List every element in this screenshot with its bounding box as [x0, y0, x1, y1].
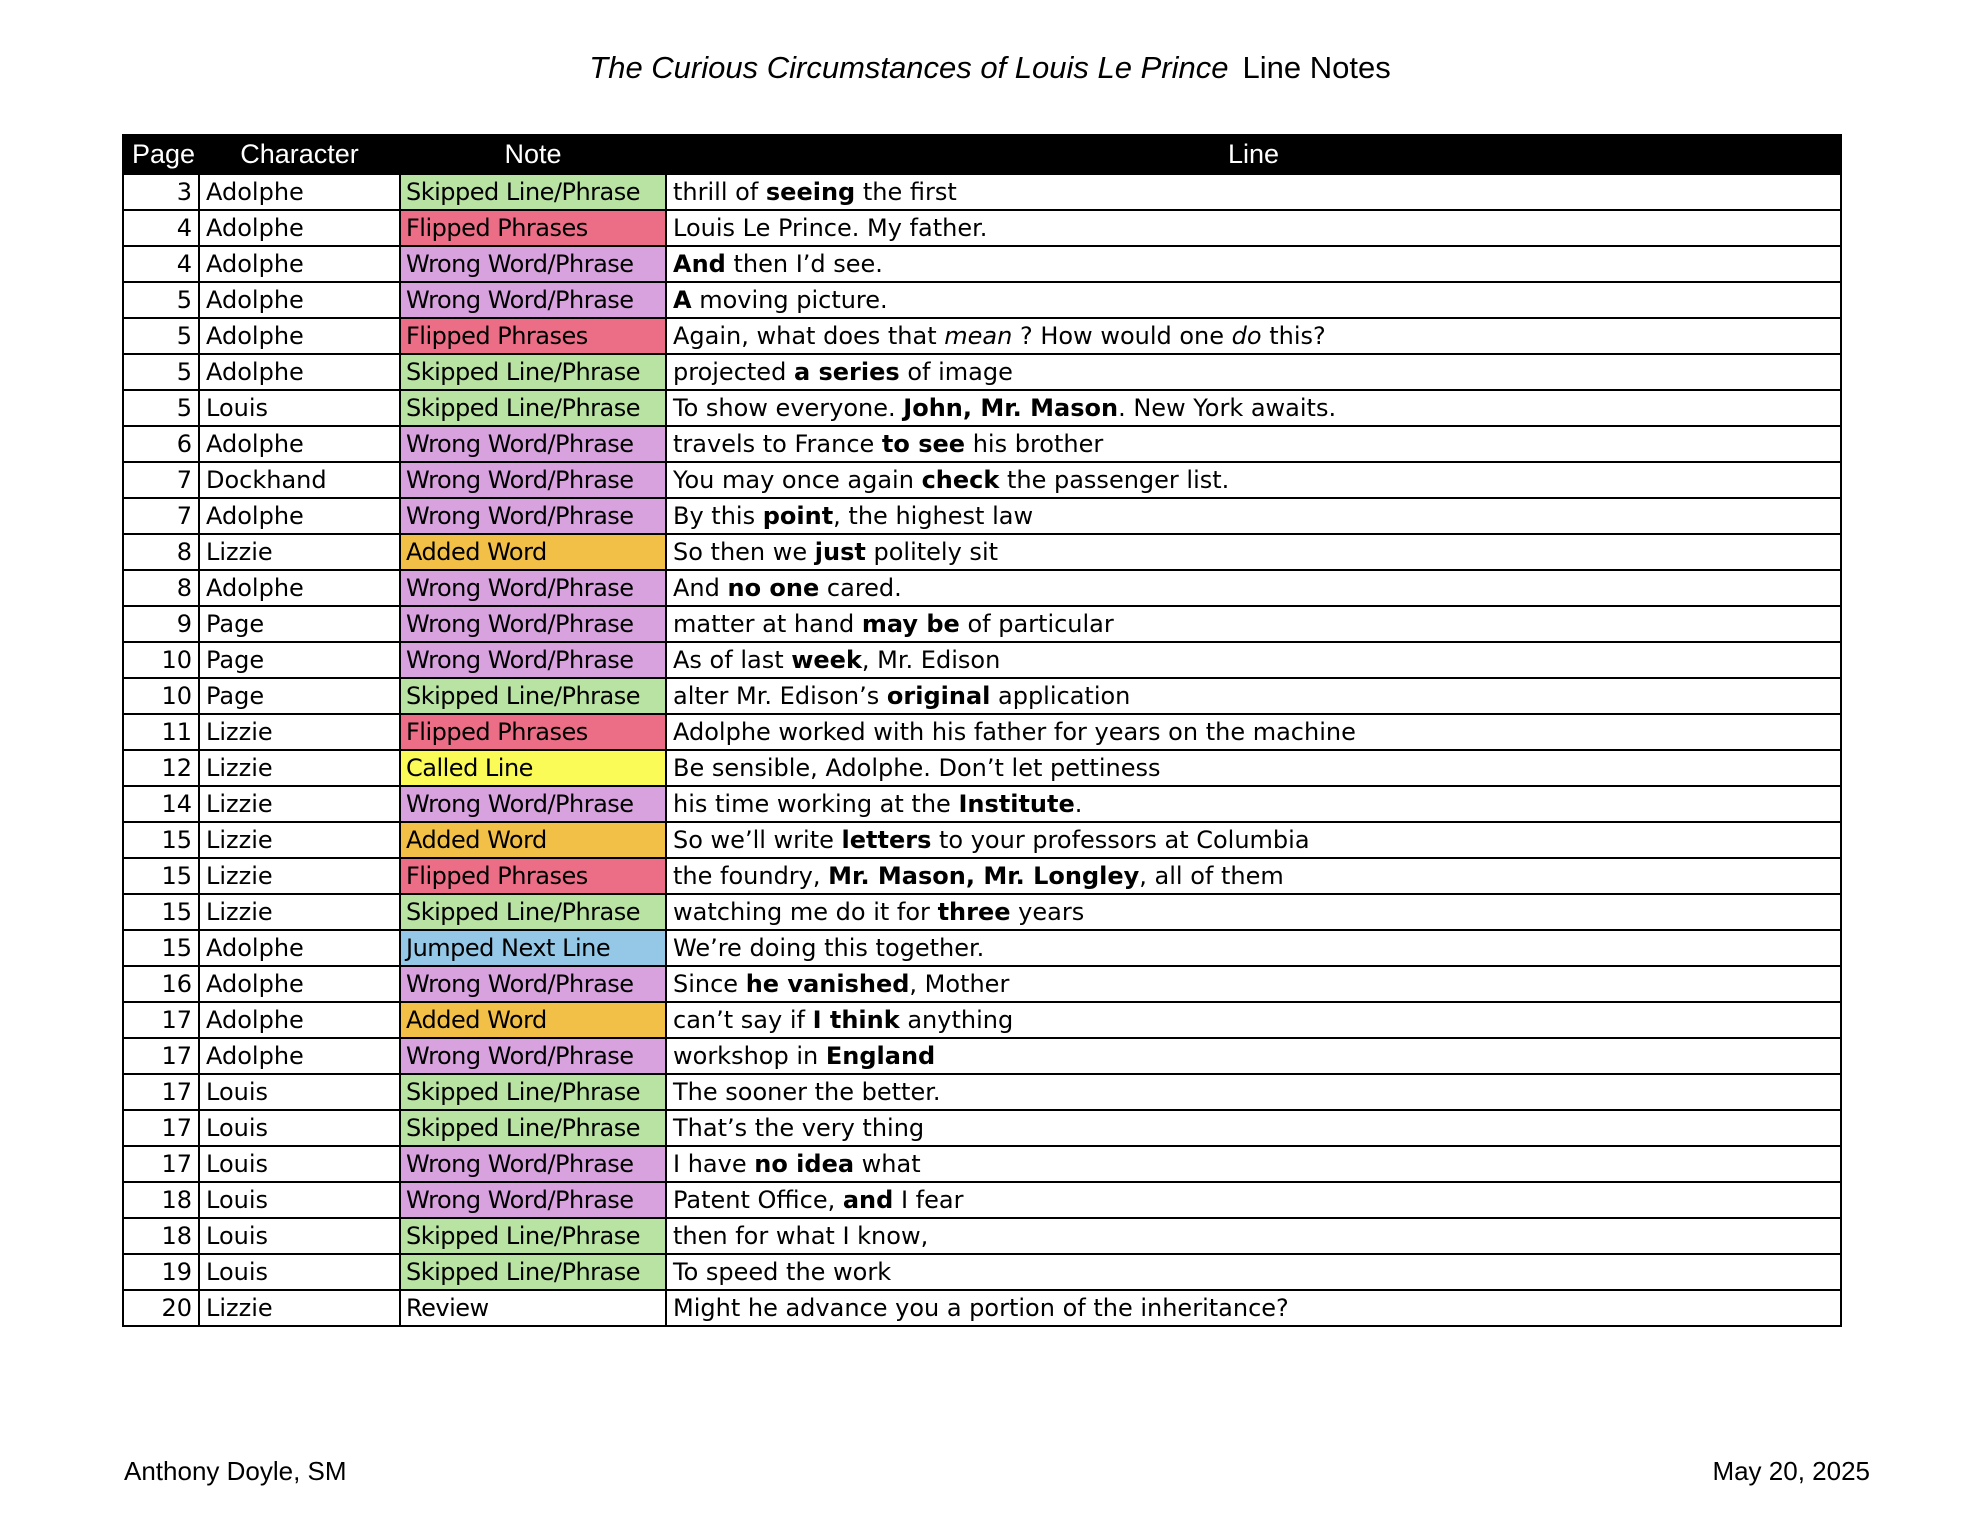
note-type-cell: Wrong Word/Phrase — [400, 498, 666, 534]
character-cell: Adolphe — [199, 354, 400, 390]
line-text-segment: watching me do it for — [673, 898, 938, 926]
line-text-segment: of particular — [959, 610, 1114, 638]
line-text-cell — [666, 390, 1841, 426]
line-text-segment: politely sit — [865, 538, 999, 566]
line-emphasis-bold: point — [762, 502, 834, 530]
note-type-cell: Skipped Line/Phrase — [400, 1110, 666, 1146]
character-cell: Lizzie — [199, 894, 400, 930]
line-text-segment: workshop in — [673, 1042, 826, 1070]
character-cell: Louis — [199, 1254, 400, 1290]
line-emphasis-bold: check — [921, 466, 1000, 494]
note-type-cell: Wrong Word/Phrase — [400, 1038, 666, 1074]
table-row — [123, 678, 1841, 714]
line-text-cell — [666, 1038, 1841, 1074]
line-text-segment: the first — [855, 178, 957, 206]
line-text-segment: Might he advance you a portion of the inheritance? — [673, 1294, 1289, 1322]
page-number-cell: 9 — [123, 606, 199, 642]
line-text-cell — [666, 210, 1841, 246]
character-cell: Adolphe — [199, 282, 400, 318]
page-number-cell: 11 — [123, 714, 199, 750]
page-number-cell: 17 — [123, 1038, 199, 1074]
line-emphasis-bold: he vanished — [745, 970, 910, 998]
table-row — [123, 426, 1841, 462]
table-row — [123, 1074, 1841, 1110]
line-text-cell — [666, 1110, 1841, 1146]
line-text-segment: I fear — [893, 1186, 964, 1214]
character-cell: Adolphe — [199, 246, 400, 282]
character-cell: Lizzie — [199, 1290, 400, 1326]
line-text-segment: , all of them — [1139, 862, 1284, 890]
character-cell: Adolphe — [199, 210, 400, 246]
table-row — [123, 498, 1841, 534]
line-text-cell — [666, 174, 1841, 210]
line-text-cell — [666, 894, 1841, 930]
column-header-note: Note — [400, 135, 666, 174]
line-text-segment: To speed the work — [673, 1258, 892, 1286]
line-text-segment: can’t say if — [673, 1006, 813, 1034]
page-number-cell: 14 — [123, 786, 199, 822]
table-row — [123, 462, 1841, 498]
character-cell: Adolphe — [199, 498, 400, 534]
page-number-cell: 17 — [123, 1146, 199, 1182]
line-text-cell — [666, 642, 1841, 678]
note-type-cell: Jumped Next Line — [400, 930, 666, 966]
line-text-segment: . New York awaits. — [1118, 394, 1337, 422]
line-text-cell — [666, 750, 1841, 786]
line-text-cell — [666, 498, 1841, 534]
character-cell: Adolphe — [199, 966, 400, 1002]
line-text-segment: I have — [673, 1150, 755, 1178]
line-text-cell — [666, 1218, 1841, 1254]
line-text-segment: We’re doing this together. — [673, 934, 985, 962]
character-cell: Page — [199, 642, 400, 678]
line-text-segment: then I’d see. — [725, 250, 883, 278]
line-text-segment: projected — [673, 358, 794, 386]
line-text-segment: years — [1010, 898, 1085, 926]
line-text-segment: his time working at the — [673, 790, 959, 818]
character-cell: Dockhand — [199, 462, 400, 498]
line-text-segment: this? — [1261, 322, 1326, 350]
line-text-segment: , Mother — [909, 970, 1010, 998]
note-type-cell: Wrong Word/Phrase — [400, 426, 666, 462]
table-row — [123, 534, 1841, 570]
line-text-segment: of image — [899, 358, 1013, 386]
line-text-segment: travels to France — [673, 430, 882, 458]
page-number-cell: 8 — [123, 570, 199, 606]
page-number-cell: 15 — [123, 858, 199, 894]
line-text-cell — [666, 822, 1841, 858]
table-row — [123, 210, 1841, 246]
line-text-segment: thrill of — [673, 178, 766, 206]
line-text-cell — [666, 318, 1841, 354]
line-emphasis-bold: to see — [881, 430, 966, 458]
line-emphasis-bold: A — [673, 286, 692, 314]
line-text-segment: ? How would one — [1012, 322, 1232, 350]
note-type-cell: Skipped Line/Phrase — [400, 678, 666, 714]
character-cell: Adolphe — [199, 1038, 400, 1074]
table-row — [123, 786, 1841, 822]
line-text-segment: then for what I know, — [673, 1222, 929, 1250]
line-text-segment: The sooner the better. — [673, 1078, 941, 1106]
line-emphasis-italic: mean — [944, 322, 1013, 350]
line-text-segment: . — [1074, 790, 1083, 818]
page-number-cell: 5 — [123, 390, 199, 426]
line-text-cell — [666, 1146, 1841, 1182]
character-cell: Lizzie — [199, 714, 400, 750]
table-row — [123, 246, 1841, 282]
line-text-segment: to your professors at Columbia — [931, 826, 1310, 854]
character-cell: Adolphe — [199, 318, 400, 354]
note-type-cell: Added Word — [400, 534, 666, 570]
character-cell: Lizzie — [199, 822, 400, 858]
line-emphasis-bold: a series — [793, 358, 900, 386]
table-row — [123, 606, 1841, 642]
character-cell: Adolphe — [199, 174, 400, 210]
document-title — [0, 50, 1980, 86]
table-row — [123, 318, 1841, 354]
page-number-cell: 19 — [123, 1254, 199, 1290]
table-row — [123, 1038, 1841, 1074]
footer-author: Anthony Doyle, SM — [124, 1456, 347, 1486]
line-text-cell — [666, 282, 1841, 318]
character-cell: Lizzie — [199, 858, 400, 894]
page-number-cell: 15 — [123, 894, 199, 930]
line-text-segment: Since — [673, 970, 746, 998]
line-text-segment: Adolphe worked with his father for years on the machine — [673, 718, 1356, 746]
page-number-cell: 5 — [123, 318, 199, 354]
table-body — [123, 174, 1841, 1326]
page-number-cell: 3 — [123, 174, 199, 210]
line-text-segment: the foundry, — [673, 862, 829, 890]
note-type-cell: Added Word — [400, 822, 666, 858]
column-header-line: Line — [666, 135, 1841, 174]
table-row — [123, 750, 1841, 786]
note-type-cell: Wrong Word/Phrase — [400, 966, 666, 1002]
character-cell: Lizzie — [199, 786, 400, 822]
line-emphasis-bold: Institute — [958, 790, 1075, 818]
line-text-segment: Be sensible, Adolphe. Don’t let pettiness — [673, 754, 1161, 782]
page-number-cell: 8 — [123, 534, 199, 570]
note-type-cell: Review — [400, 1290, 666, 1326]
line-emphasis-bold: I think — [812, 1006, 900, 1034]
line-text-segment: That’s the very thing — [673, 1114, 925, 1142]
note-type-cell: Wrong Word/Phrase — [400, 606, 666, 642]
character-cell: Adolphe — [199, 570, 400, 606]
line-text-cell — [666, 606, 1841, 642]
table-row — [123, 1218, 1841, 1254]
note-type-cell: Wrong Word/Phrase — [400, 1146, 666, 1182]
line-text-cell — [666, 858, 1841, 894]
table-row — [123, 822, 1841, 858]
line-text-cell — [666, 426, 1841, 462]
line-text-cell — [666, 1290, 1841, 1326]
line-text-segment: So we’ll write — [673, 826, 842, 854]
note-type-cell: Wrong Word/Phrase — [400, 282, 666, 318]
line-text-cell — [666, 462, 1841, 498]
line-text-segment: Patent Office, — [673, 1186, 843, 1214]
line-text-segment: Louis Le Prince. My father. — [673, 214, 988, 242]
page-number-cell: 4 — [123, 210, 199, 246]
page-number-cell: 12 — [123, 750, 199, 786]
line-text-segment: By this — [673, 502, 763, 530]
line-emphasis-bold: and — [842, 1186, 894, 1214]
note-type-cell: Wrong Word/Phrase — [400, 462, 666, 498]
page-number-cell: 16 — [123, 966, 199, 1002]
character-cell: Lizzie — [199, 750, 400, 786]
line-text-cell — [666, 246, 1841, 282]
line-emphasis-bold: seeing — [765, 178, 856, 206]
table-row — [123, 930, 1841, 966]
line-text-cell — [666, 786, 1841, 822]
line-emphasis-bold: week — [791, 646, 862, 674]
line-emphasis-bold: And — [673, 250, 726, 278]
table-row — [123, 1290, 1841, 1326]
line-text-cell — [666, 1182, 1841, 1218]
table-row — [123, 390, 1841, 426]
note-type-cell: Skipped Line/Phrase — [400, 1218, 666, 1254]
line-text-segment: , the highest law — [833, 502, 1034, 530]
page-number-cell: 17 — [123, 1110, 199, 1146]
character-cell: Louis — [199, 1074, 400, 1110]
note-type-cell: Skipped Line/Phrase — [400, 174, 666, 210]
footer-date: May 20, 2025 — [1712, 1456, 1870, 1486]
page-number-cell: 7 — [123, 462, 199, 498]
table-row — [123, 966, 1841, 1002]
line-text-segment: what — [854, 1150, 921, 1178]
table-row — [123, 1146, 1841, 1182]
line-emphasis-bold: England — [825, 1042, 936, 1070]
table-row — [123, 174, 1841, 210]
character-cell: Louis — [199, 1182, 400, 1218]
line-text-cell — [666, 714, 1841, 750]
page-number-cell: 20 — [123, 1290, 199, 1326]
table-row — [123, 570, 1841, 606]
note-type-cell: Flipped Phrases — [400, 210, 666, 246]
column-header-character: Character — [199, 135, 400, 174]
page-number-cell: 5 — [123, 354, 199, 390]
line-emphasis-bold: letters — [841, 826, 932, 854]
table-row — [123, 282, 1841, 318]
note-type-cell: Called Line — [400, 750, 666, 786]
line-text-segment: matter at hand — [673, 610, 862, 638]
note-type-cell: Skipped Line/Phrase — [400, 894, 666, 930]
line-emphasis-bold: three — [937, 898, 1011, 926]
table-row — [123, 354, 1841, 390]
character-cell: Adolphe — [199, 426, 400, 462]
character-cell: Louis — [199, 1218, 400, 1254]
line-emphasis-bold: John, Mr. Mason — [903, 394, 1119, 422]
line-text-cell — [666, 1254, 1841, 1290]
character-cell: Page — [199, 678, 400, 714]
table-row — [123, 714, 1841, 750]
line-text-segment: As of last — [673, 646, 792, 674]
note-type-cell: Added Word — [400, 1002, 666, 1038]
line-text-segment: alter Mr. Edison’s — [673, 682, 887, 710]
character-cell: Louis — [199, 1110, 400, 1146]
note-type-cell: Wrong Word/Phrase — [400, 246, 666, 282]
line-text-segment: , Mr. Edison — [861, 646, 1001, 674]
line-emphasis-bold: no one — [727, 574, 820, 602]
title-suffix: Line Notes — [1242, 50, 1391, 85]
line-text-segment: application — [990, 682, 1131, 710]
line-emphasis-bold: may be — [861, 610, 960, 638]
character-cell: Louis — [199, 390, 400, 426]
page-number-cell: 18 — [123, 1182, 199, 1218]
character-cell: Lizzie — [199, 534, 400, 570]
character-cell: Adolphe — [199, 930, 400, 966]
column-header-page: Page — [123, 135, 199, 174]
title-work-name: The Curious Circumstances of Louis Le Prince — [589, 50, 1229, 85]
note-type-cell: Wrong Word/Phrase — [400, 642, 666, 678]
line-text-segment: cared. — [819, 574, 902, 602]
page-number-cell: 7 — [123, 498, 199, 534]
note-type-cell: Skipped Line/Phrase — [400, 1074, 666, 1110]
page-number-cell: 5 — [123, 282, 199, 318]
page-number-cell: 18 — [123, 1218, 199, 1254]
note-type-cell: Skipped Line/Phrase — [400, 354, 666, 390]
page-number-cell: 17 — [123, 1002, 199, 1038]
line-text-segment: his brother — [965, 430, 1104, 458]
page-number-cell: 15 — [123, 822, 199, 858]
note-type-cell: Wrong Word/Phrase — [400, 1182, 666, 1218]
line-text-cell — [666, 1074, 1841, 1110]
line-text-cell — [666, 930, 1841, 966]
table-row — [123, 894, 1841, 930]
note-type-cell: Wrong Word/Phrase — [400, 570, 666, 606]
note-type-cell: Skipped Line/Phrase — [400, 1254, 666, 1290]
line-text-segment: anything — [899, 1006, 1014, 1034]
note-type-cell: Skipped Line/Phrase — [400, 390, 666, 426]
table-row — [123, 1254, 1841, 1290]
page-number-cell: 17 — [123, 1074, 199, 1110]
note-type-cell: Flipped Phrases — [400, 318, 666, 354]
line-text-segment: Again, what does that — [673, 322, 945, 350]
page-number-cell: 6 — [123, 426, 199, 462]
line-notes-table — [122, 134, 1842, 1327]
line-emphasis-bold: original — [886, 682, 991, 710]
line-text-segment: To show everyone. — [673, 394, 904, 422]
line-text-segment: You may once again — [673, 466, 922, 494]
note-type-cell: Wrong Word/Phrase — [400, 786, 666, 822]
line-text-segment: And — [673, 574, 728, 602]
page-number-cell: 15 — [123, 930, 199, 966]
character-cell: Louis — [199, 1146, 400, 1182]
line-text-segment: the passenger list. — [999, 466, 1230, 494]
line-emphasis-bold: just — [814, 538, 866, 566]
page-number-cell: 10 — [123, 678, 199, 714]
line-text-segment: So then we — [673, 538, 815, 566]
line-text-cell — [666, 534, 1841, 570]
table-row — [123, 1110, 1841, 1146]
line-text-cell — [666, 354, 1841, 390]
line-text-segment: moving picture. — [691, 286, 888, 314]
line-emphasis-bold: no idea — [754, 1150, 855, 1178]
note-type-cell: Flipped Phrases — [400, 858, 666, 894]
line-emphasis-bold: Mr. Mason, Mr. Longley — [828, 862, 1140, 890]
table-header-row — [123, 135, 1841, 174]
line-text-cell — [666, 678, 1841, 714]
page-number-cell: 4 — [123, 246, 199, 282]
table-row — [123, 858, 1841, 894]
character-cell: Page — [199, 606, 400, 642]
character-cell: Adolphe — [199, 1002, 400, 1038]
page-number-cell: 10 — [123, 642, 199, 678]
line-text-cell — [666, 966, 1841, 1002]
table-row — [123, 642, 1841, 678]
table-row — [123, 1182, 1841, 1218]
table-row — [123, 1002, 1841, 1038]
line-emphasis-italic: do — [1231, 322, 1262, 350]
line-text-cell — [666, 570, 1841, 606]
line-text-cell — [666, 1002, 1841, 1038]
note-type-cell: Flipped Phrases — [400, 714, 666, 750]
